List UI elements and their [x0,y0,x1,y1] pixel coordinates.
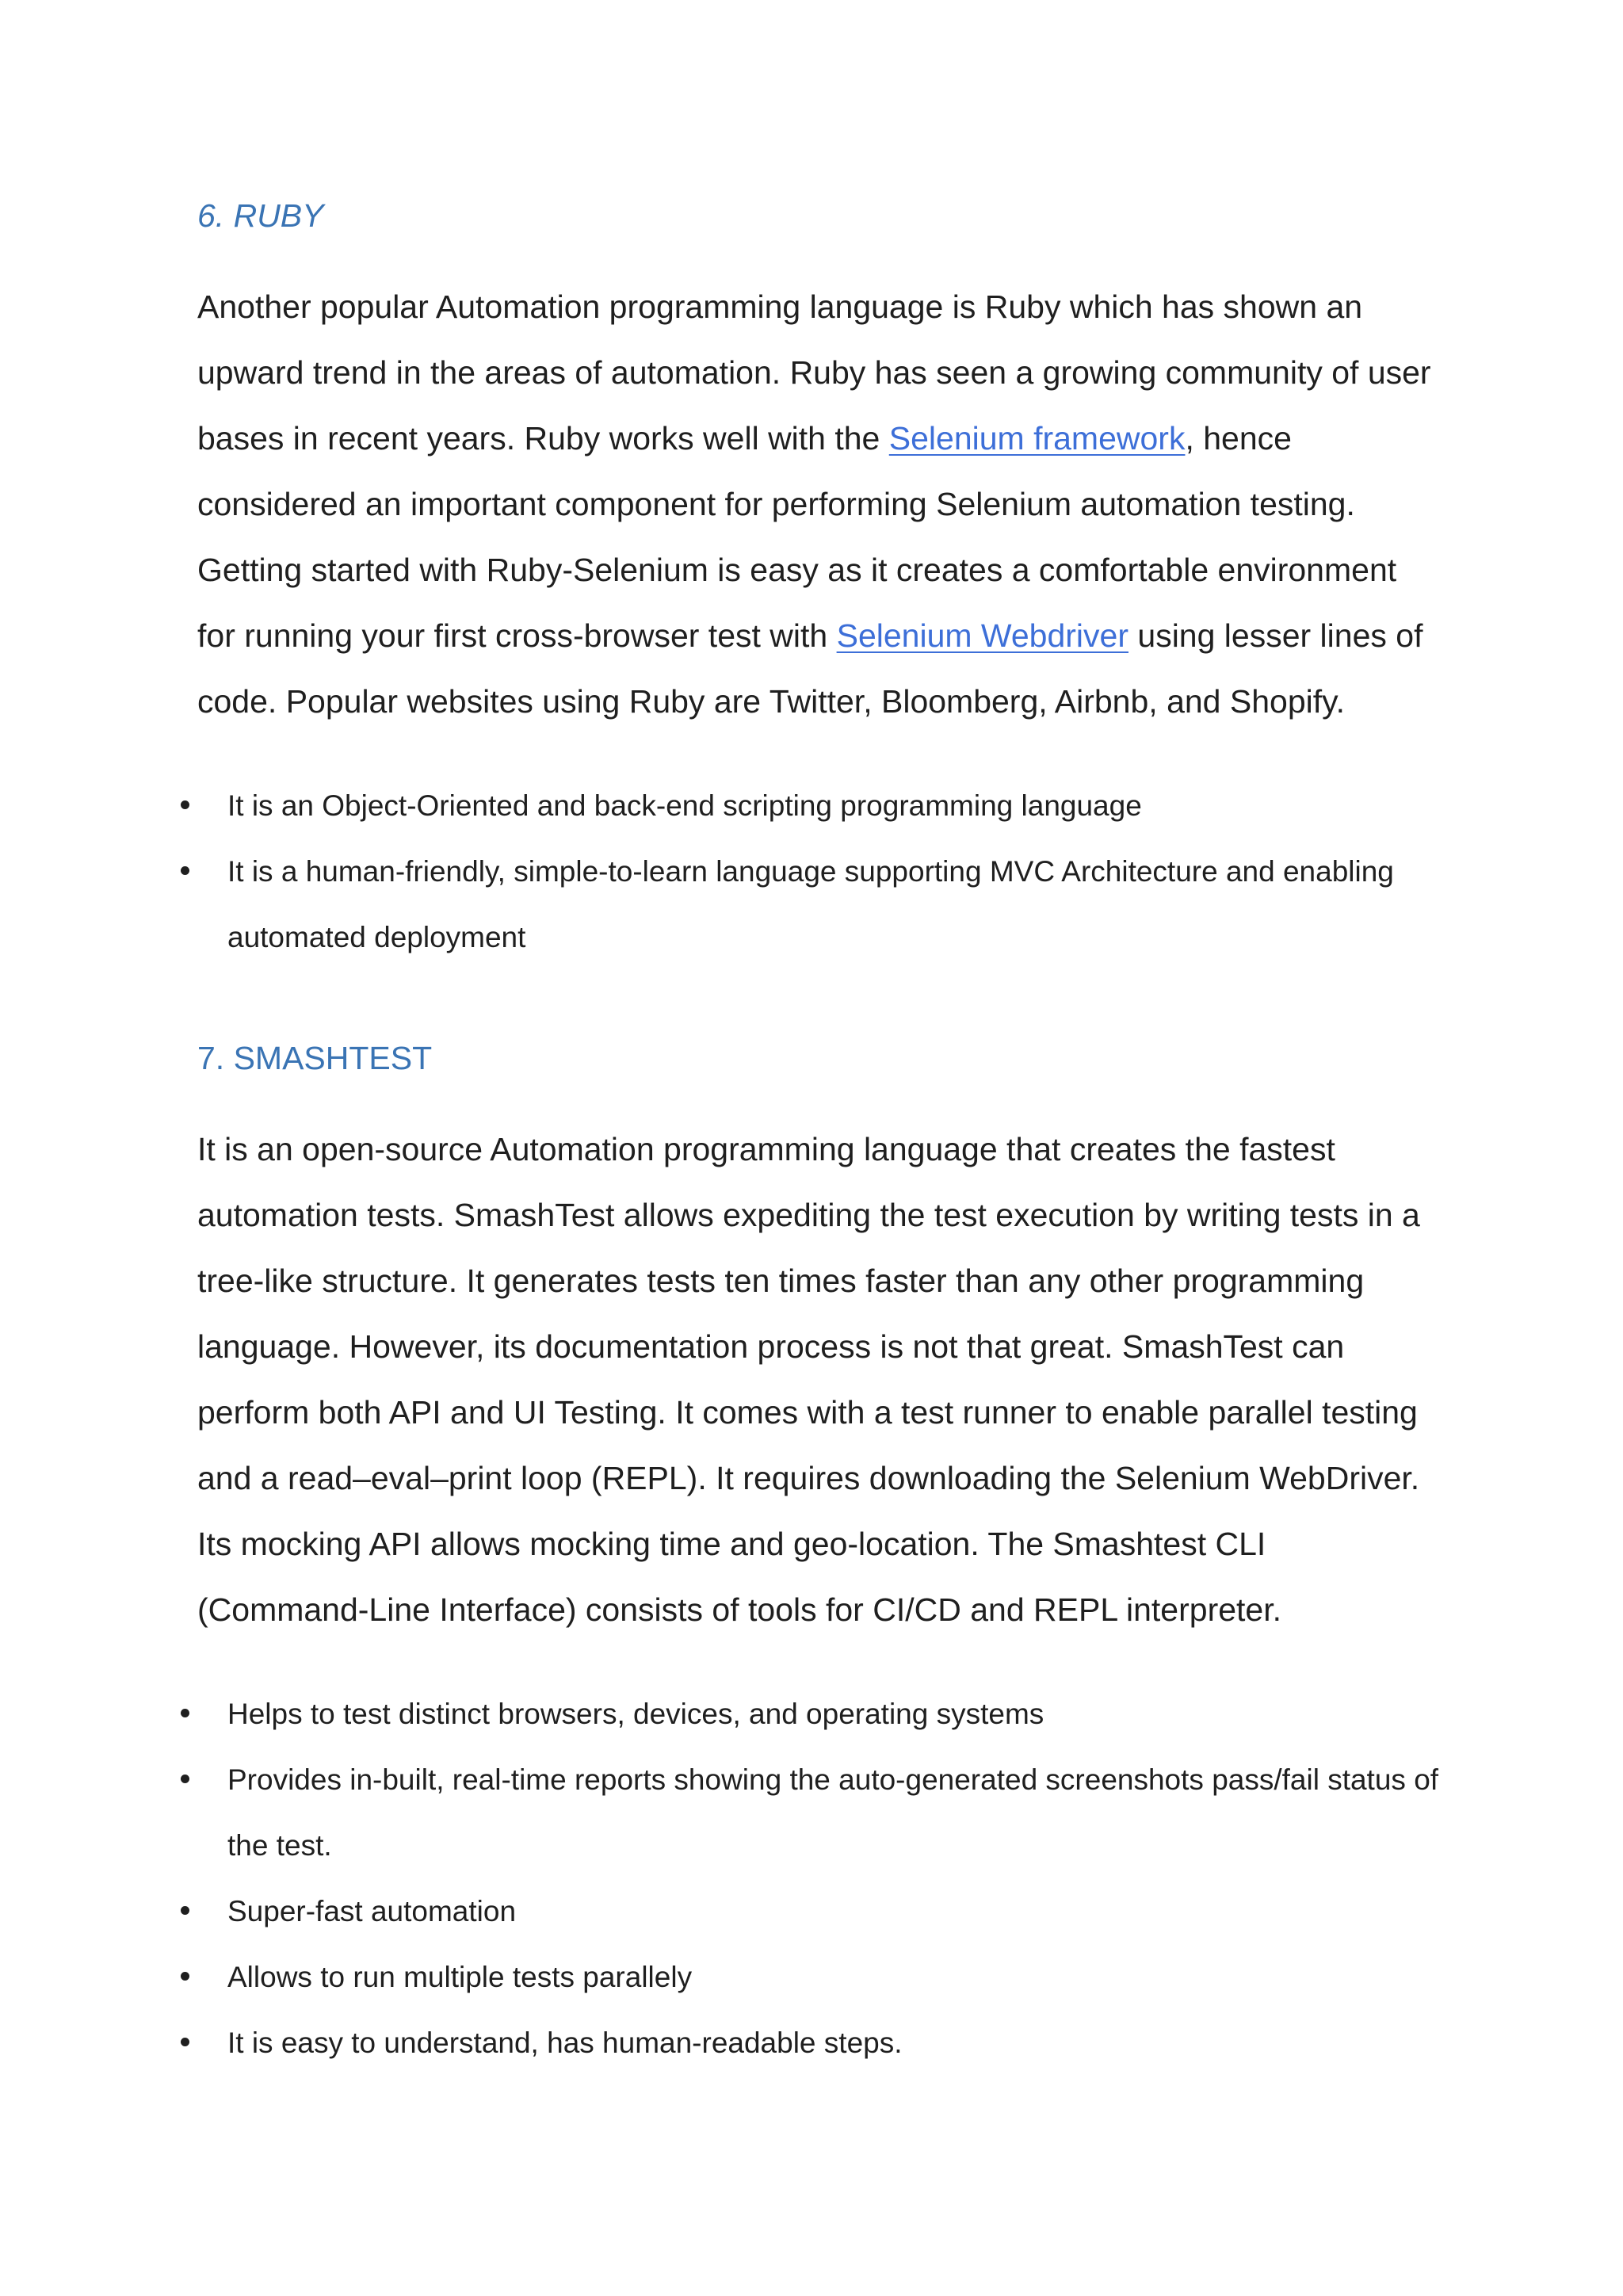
ruby-bullet-list [174,773,1458,970]
bullet-icon [181,1775,189,1783]
smashtest-paragraph: It is an open-source Automation programming language that creates the fastest automation tests. SmashTest allows expediting the test execution by writing tests in a tree-like structure. It generates tests ten times faster than any other programming language. However, its documentation process is not that great. SmashTest can perform both API and UI Testing. It comes with a test runner to enable parallel testing and a read–eval–print loop (REPL). It requires downloading the Selenium WebDriver. Its mocking API allows mocking time and geo-location. The Smashtest CLI (Command-Line Interface) consists of tools for CI/CD and REPL interpreter. [197,1131,1420,1628]
list-item: Provides in-built, real-time reports showing the auto-generated screenshots pass/fail status of the test. [174,1747,1458,1878]
section-heading-smashtest: 7. SMASHTEST [197,1040,433,1076]
ruby-paragraph-text-3: using lesser lines of code. Popular websites using Ruby are Twitter, Bloomberg, Airbnb, and Shopify. [197,617,1423,720]
bullet-icon [181,2038,189,2046]
list-item: It is a human-friendly, simple-to-learn language supporting MVC Architecture and enabling automated deployment [174,839,1458,970]
selenium-webdriver-link[interactable]: Selenium Webdriver [836,617,1128,654]
list-item: Helps to test distinct browsers, devices, and operating systems [174,1681,1458,1747]
list-item: Allows to run multiple tests parallely [174,1944,1458,2010]
bullet-icon [181,1972,189,1981]
bullet-icon [181,1906,189,1915]
bullet-icon [181,866,189,875]
list-item: It is easy to understand, has human-readable steps. [174,2010,1458,2076]
list-item: It is an Object-Oriented and back-end scripting programming language [174,773,1458,839]
bullet-icon [181,1709,189,1717]
ruby-paragraph-text-2: , hence considered an important component for performing Selenium automation testing. Getting started with Ruby-Selenium is easy as it creates a comfortable environment for running your first cross-browser test with [197,420,1397,654]
section-heading-ruby: 6. RUBY [197,197,324,234]
ruby-paragraph-text-1: Another popular Automation programming language is Ruby which has shown an upward trend in the areas of automation. Ruby has seen a growing community of user bases in recent years. Ruby works well with the [197,288,1431,457]
list-item: Super-fast automation [174,1878,1458,1944]
section-ruby [197,196,1449,235]
section-smashtest [197,1038,1449,1078]
bullet-icon [181,800,189,809]
smashtest-paragraph-container [197,1117,1434,1643]
ruby-paragraph-container [197,274,1434,735]
ruby-paragraph [197,274,1434,735]
smashtest-bullet-list [174,1681,1458,2076]
selenium-framework-link[interactable]: Selenium framework [888,420,1186,457]
